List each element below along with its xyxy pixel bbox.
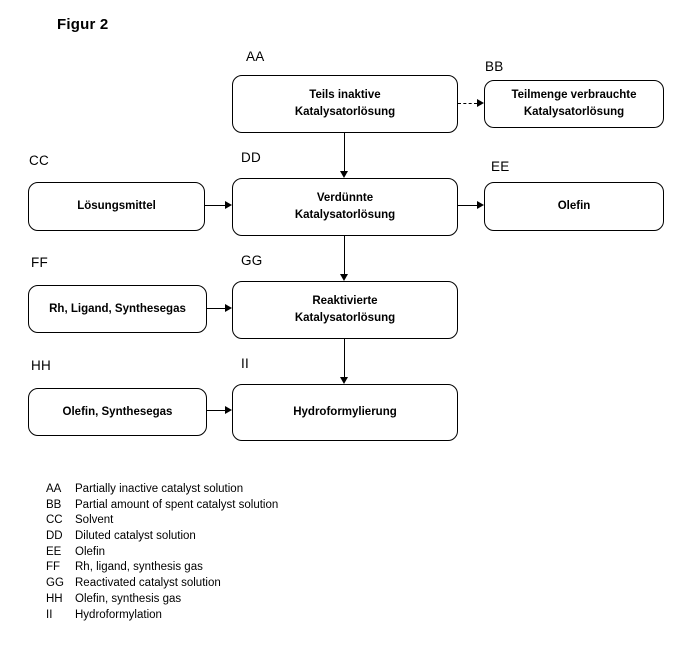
legend-description: Rh, ligand, synthesis gas xyxy=(75,561,203,574)
node-text-bb: Teilmenge verbrauchte Katalysatorlösung xyxy=(511,89,637,118)
legend-code: DD xyxy=(46,530,63,543)
arrow-ff-to-gg xyxy=(207,308,225,309)
node-box-dd xyxy=(232,178,458,236)
arrow-gg-to-ii xyxy=(344,339,345,377)
legend-description: Diluted catalyst solution xyxy=(75,530,196,543)
node-text-ii: Hydroformylierung xyxy=(293,406,397,419)
node-label-aa: AA xyxy=(246,49,265,64)
arrow-aa-to-bb xyxy=(458,103,477,104)
legend-row xyxy=(46,499,278,515)
node-box-bb xyxy=(484,80,664,128)
node-label-hh: HH xyxy=(31,358,52,373)
legend-description: Reactivated catalyst solution xyxy=(75,577,221,590)
legend-row xyxy=(46,514,278,530)
legend-description: Olefin, synthesis gas xyxy=(75,592,182,605)
legend-row xyxy=(46,546,278,562)
legend-row xyxy=(46,483,278,499)
legend-code: II xyxy=(46,608,53,621)
node-text-ff: Rh, Ligand, Synthesegas xyxy=(49,302,186,315)
legend-description: Partially inactive catalyst solution xyxy=(75,483,244,495)
node-text-ee: Olefin xyxy=(557,200,591,213)
arrow-cc-to-dd xyxy=(205,205,225,206)
legend-code: FF xyxy=(46,561,61,574)
node-text-hh: Olefin, Synthesegas xyxy=(62,405,173,418)
node-box-hh xyxy=(28,388,207,436)
arrow-hh-to-ii xyxy=(207,410,225,411)
node-box-cc xyxy=(28,182,205,231)
node-box-aa xyxy=(232,75,458,133)
node-label-ii: II xyxy=(241,356,250,371)
legend-code: HH xyxy=(46,592,63,605)
node-text-cc: Lösungsmittel xyxy=(77,200,156,213)
legend-description: Olefin xyxy=(75,545,106,558)
arrow-dd-to-gg xyxy=(344,236,345,274)
node-text-dd: Verdünnte Katalysatorlösung xyxy=(294,192,396,221)
legend-row xyxy=(46,561,278,577)
node-text-aa: Teils inaktive Katalysatorlösung xyxy=(294,89,396,118)
legend-code: CC xyxy=(46,514,63,527)
node-box-ff xyxy=(28,285,207,333)
legend-row xyxy=(46,609,278,625)
node-text-gg: Reaktivierte Katalysatorlösung xyxy=(294,295,396,324)
node-box-ii xyxy=(232,384,458,441)
legend-row xyxy=(46,593,278,609)
legend xyxy=(46,483,278,624)
legend-description: Solvent xyxy=(75,514,114,527)
arrow-aa-to-dd xyxy=(344,133,345,171)
node-label-ff: FF xyxy=(31,255,49,270)
node-label-bb: BB xyxy=(485,59,504,74)
node-label-cc: CC xyxy=(29,153,50,168)
legend-code: AA xyxy=(46,483,62,495)
legend-row xyxy=(46,530,278,546)
node-label-gg: GG xyxy=(241,253,263,268)
node-box-ee xyxy=(484,182,664,231)
figure-title: Figur 2 xyxy=(57,16,109,33)
node-label-ee: EE xyxy=(491,159,510,174)
legend-description: Partial amount of spent catalyst solution xyxy=(75,498,279,511)
legend-description: Hydroformylation xyxy=(75,608,162,621)
legend-code: GG xyxy=(46,577,64,590)
legend-code: EE xyxy=(46,545,62,558)
node-label-dd: DD xyxy=(241,150,262,165)
node-box-gg xyxy=(232,281,458,339)
arrow-dd-to-ee xyxy=(458,205,477,206)
legend-code: BB xyxy=(46,498,62,511)
legend-row xyxy=(46,577,278,593)
